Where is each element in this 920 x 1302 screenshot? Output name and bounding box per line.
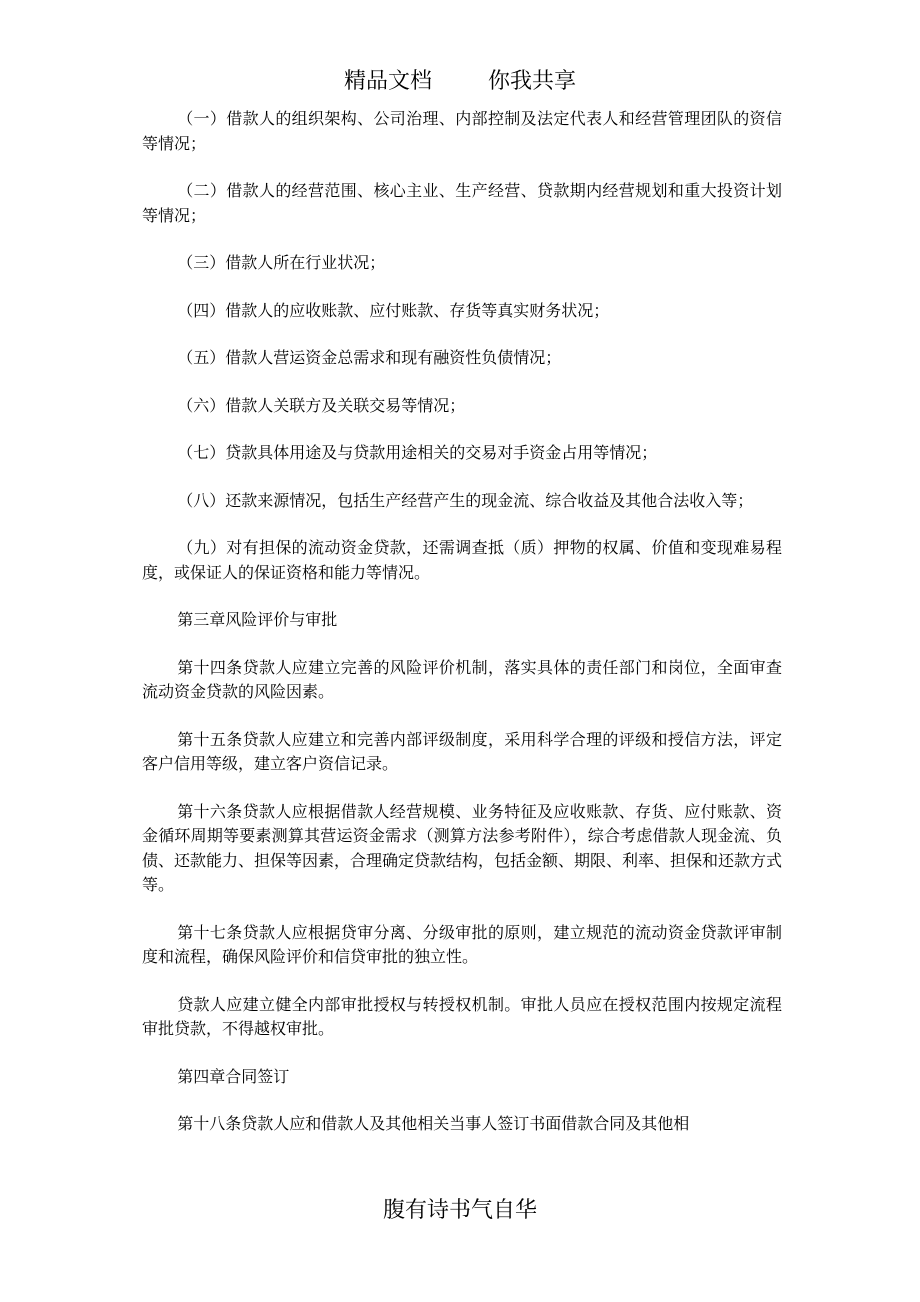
paragraph-2: （二）借款人的经营范围、核心主业、生产经营、贷款期内经营规划和重大投资计划等情况； — [142, 181, 782, 225]
paragraph-3: （三）借款人所在行业状况； — [177, 253, 386, 272]
page-footer: 腹有诗书气自华 — [382, 1198, 537, 1223]
header-left-text: 精品文档 — [344, 69, 433, 94]
paragraph-7: （七）贷款具体用途及与贷款用途相关的交易对手资金占用等情况； — [177, 443, 658, 462]
paragraph-8: （八）还款来源情况，包括生产经营产生的现金流、综合收益及其他合法收入等； — [177, 490, 754, 510]
paragraph-9: （九）对有担保的流动资金贷款，还需调查抵（质）押物的权属、价值和变现难易程度，或保证人的保证资格和能力等情况。 — [142, 538, 782, 582]
chapter-heading-4: 第四章合同签订 — [177, 1066, 290, 1086]
article-17: 第十七条贷款人应根据贷审分离、分级审批的原则，建立规范的流动资金贷款评审制度和流程，确保风险评价和信贷审批的独立性。 — [142, 922, 782, 966]
paragraph-1: （一）借款人的组织架构、公司治理、内部控制及法定代表人和经营管理团队的资信等情况； — [142, 109, 782, 153]
article-16: 第十六条贷款人应根据借款人经营规模、业务特征及应收账款、存货、应付账款、资金循环周期等要素测算其营运资金需求（测算方法参考附件），综合考虑借款人现金流、负债、还款能力、担保等因素，合理确定贷款结构，包括金额、期限、利率、担保和还款方式等。 — [142, 801, 783, 894]
document-body — [142, 107, 782, 1160]
page-header — [0, 66, 920, 98]
article-14: 第十四条贷款人应建立完善的风险评价机制，落实具体的责任部门和岗位，全面审查流动资金贷款的风险因素。 — [142, 657, 782, 701]
header-right-text: 你我共享 — [487, 69, 576, 94]
paragraph-4: （四）借款人的应收账款、应付账款、存货等真实财务状况； — [177, 300, 610, 320]
chapter-heading-3: 第三章风险评价与审批 — [177, 610, 338, 629]
article-15: 第十五条贷款人应建立和完善内部评级制度，采用科学合理的评级和授信方法，评定客户信用等级，建立客户资信记录。 — [142, 729, 782, 773]
article-17-continued: 贷款人应建立健全内部审批授权与转授权机制。审批人员应在授权范围内按规定流程审批贷款，不得越权审批。 — [142, 994, 782, 1038]
paragraph-6: （六）借款人关联方及关联交易等情况； — [177, 395, 466, 415]
paragraph-5: （五）借款人营运资金总需求和现有融资性负债情况； — [177, 348, 562, 367]
article-18: 第十八条贷款人应和借款人及其他相关当事人签订书面借款合同及其他相 — [177, 1114, 690, 1133]
